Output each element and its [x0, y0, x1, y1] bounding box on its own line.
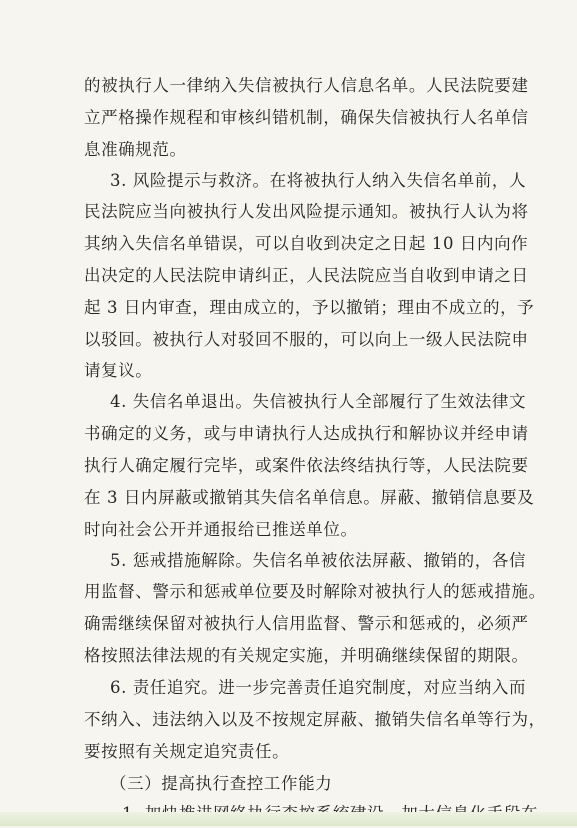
text-line: 请复议。 [84, 361, 153, 380]
text-line: 民法院应当向被执行人发出风险提示通知。被执行人认为将 [84, 202, 529, 221]
text-line: 的被执行人一律纳入失信被执行人信息名单。人民法院要建 [84, 76, 529, 95]
text-line: 书确定的义务，或与申请执行人达成执行和解协议并经申请 [84, 424, 529, 443]
text-line: 以驳回。被执行人对驳回不服的，可以向上一级人民法院申 [84, 330, 529, 349]
text-line: 5. 惩戒措施解除。失信名单被依法屏蔽、撤销的，各信 [110, 551, 527, 570]
text-line: 4. 失信名单退出。失信被执行人全部履行了生效法律文 [110, 392, 527, 411]
text-line: 要按照有关规定追究责任。 [84, 742, 290, 761]
text-line: 立严格操作规程和审核纠错机制，确保失信被执行人名单信 [84, 108, 529, 127]
text-line: 息准确规范。 [84, 140, 187, 159]
text-line: 在 3 日内屏蔽或撤销其失信名单信息。屏蔽、撤销信息要及 [84, 488, 535, 507]
text-line: 出决定的人民法院申请纠正，人民法院应当自收到申请之日 [84, 266, 529, 285]
text-line: 时向社会公开并通报给已推送单位。 [84, 520, 358, 539]
text-line: 格按照法律法规的有关规定实施，并明确继续保留的期限。 [84, 646, 529, 665]
text-line: 确需继续保留对被执行人信用监督、警示和惩戒的，必须严 [84, 614, 529, 633]
text-line: 起 3 日内审查，理由成立的，予以撤销；理由不成立的，予 [84, 298, 535, 317]
text-line: 不纳入、违法纳入以及不按规定屏蔽、撤销失信名单等行为， [84, 710, 546, 729]
text-line: 3. 风险提示与救济。在将被执行人纳入失信名单前，人 [110, 171, 527, 190]
text-line: 执行人确定履行完毕，或案件依法终结执行等，人民法院要 [84, 456, 529, 475]
scan-edge [0, 812, 577, 826]
text-line: 6. 责任追究。进一步完善责任追究制度，对应当纳入而 [110, 678, 527, 697]
text-line: 用监督、警示和惩戒单位要及时解除对被执行人的惩戒措施。 [84, 582, 546, 601]
section-heading: （三）提高执行查控工作能力 [110, 774, 333, 793]
text-line: 其纳入失信名单错误，可以自收到决定之日起 10 日内向作 [84, 234, 529, 253]
